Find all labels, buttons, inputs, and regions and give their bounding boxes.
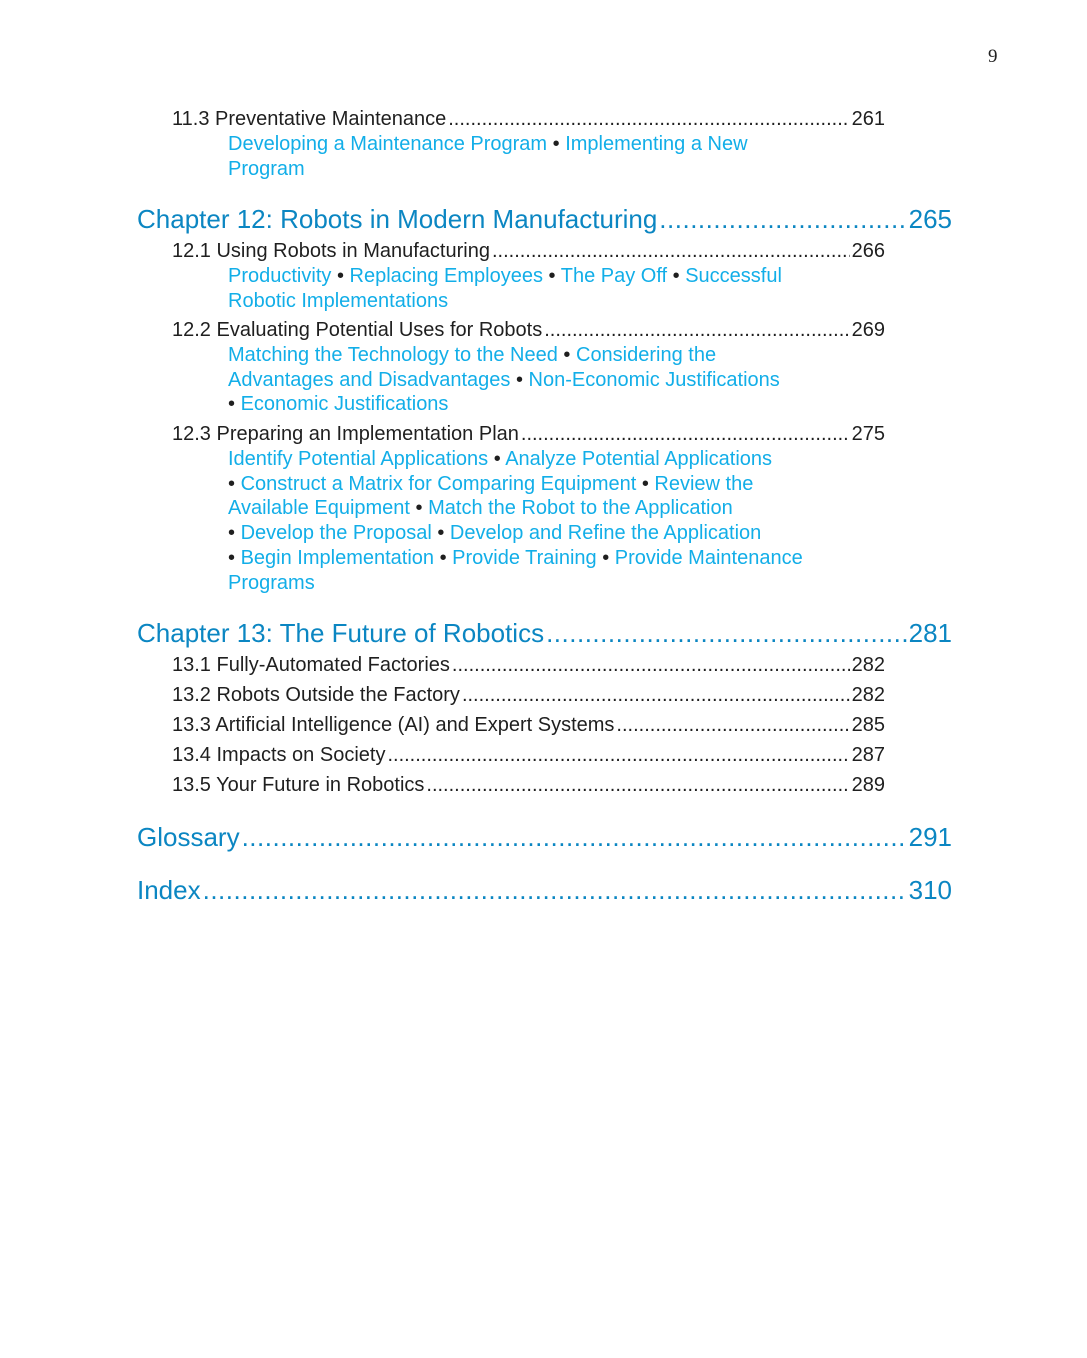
dot-leader <box>492 240 850 263</box>
dot-leader <box>448 108 849 131</box>
section-page: 266 <box>851 240 885 262</box>
chapter-title: Index <box>137 875 201 905</box>
toc-index[interactable] <box>137 875 952 906</box>
toc-section-13-5[interactable] <box>172 774 885 797</box>
chapter-page: 265 <box>908 204 952 234</box>
dot-leader <box>452 654 850 677</box>
dot-leader <box>203 875 907 906</box>
toc-chapter-13[interactable] <box>137 618 952 649</box>
dot-leader <box>242 822 907 853</box>
toc-section-13-3[interactable] <box>172 714 885 737</box>
section-title: 13.2 Robots Outside the Factory <box>172 684 460 706</box>
section-page: 289 <box>851 774 885 796</box>
chapter-page: 310 <box>908 875 952 905</box>
chapter-page: 281 <box>908 618 952 648</box>
dot-leader <box>387 744 849 767</box>
section-title: 12.3 Preparing an Implementation Plan <box>172 423 519 445</box>
section-title: 13.3 Artificial Intelligence (AI) and Expert Systems <box>172 714 615 736</box>
section-title: 13.4 Impacts on Society <box>172 744 386 766</box>
section-page: 261 <box>851 108 885 130</box>
section-page: 282 <box>851 684 885 706</box>
chapter-title: Chapter 12: Robots in Modern Manufacturing <box>137 204 658 234</box>
chapter-title: Glossary <box>137 822 240 852</box>
section-page: 269 <box>851 319 885 341</box>
section-title: 12.1 Using Robots in Manufacturing <box>172 240 490 262</box>
section-title: 13.1 Fully-Automated Factories <box>172 654 450 676</box>
section-page: 275 <box>851 423 885 445</box>
chapter-title: Chapter 13: The Future of Robotics <box>137 618 545 648</box>
chapter-page: 291 <box>908 822 952 852</box>
section-topics: Productivity • Replacing Employees • The Pay Off • Successful Robotic Implementations <box>228 265 782 312</box>
toc-section-13-4[interactable] <box>172 744 885 767</box>
section-title: 11.3 Preventative Maintenance <box>172 108 447 130</box>
section-title: 12.2 Evaluating Potential Uses for Robots <box>172 319 543 341</box>
dot-leader <box>521 423 850 446</box>
section-title: 13.5 Your Future in Robotics <box>172 774 425 796</box>
toc-section-12-2[interactable] <box>172 319 885 342</box>
dot-leader <box>426 774 849 797</box>
section-page: 287 <box>851 744 885 766</box>
toc-section-12-3[interactable] <box>172 423 885 446</box>
dot-leader <box>462 684 850 707</box>
toc-section-13-1[interactable] <box>172 654 885 677</box>
toc-glossary[interactable] <box>137 822 952 853</box>
section-topics: Identify Potential Applications • Analyze Potential Applications • Construct a Matrix for Comparing Equipment • Review the Available Equipment • Match the Robot to the Application • Develop the Proposal • Develop and Refine the Application • Begin Implementation • Provide Training • Provide Maintenance Programs <box>228 448 803 594</box>
page-number: 9 <box>988 46 998 67</box>
section-page: 285 <box>851 714 885 736</box>
section-topics: Matching the Technology to the Need • Considering the Advantages and Disadvantages • Non-Economic Justifications • Economic Justifications <box>228 344 780 416</box>
section-topics: Developing a Maintenance Program • Implementing a New Program <box>228 133 748 180</box>
section-page: 282 <box>851 654 885 676</box>
toc-section-13-2[interactable] <box>172 684 885 707</box>
dot-leader <box>616 714 849 737</box>
toc-section-11-3[interactable] <box>172 108 885 131</box>
dot-leader <box>546 618 907 649</box>
toc-section-12-1[interactable] <box>172 240 885 263</box>
toc-chapter-12[interactable] <box>137 204 952 235</box>
dot-leader <box>544 319 849 342</box>
dot-leader <box>659 204 906 235</box>
